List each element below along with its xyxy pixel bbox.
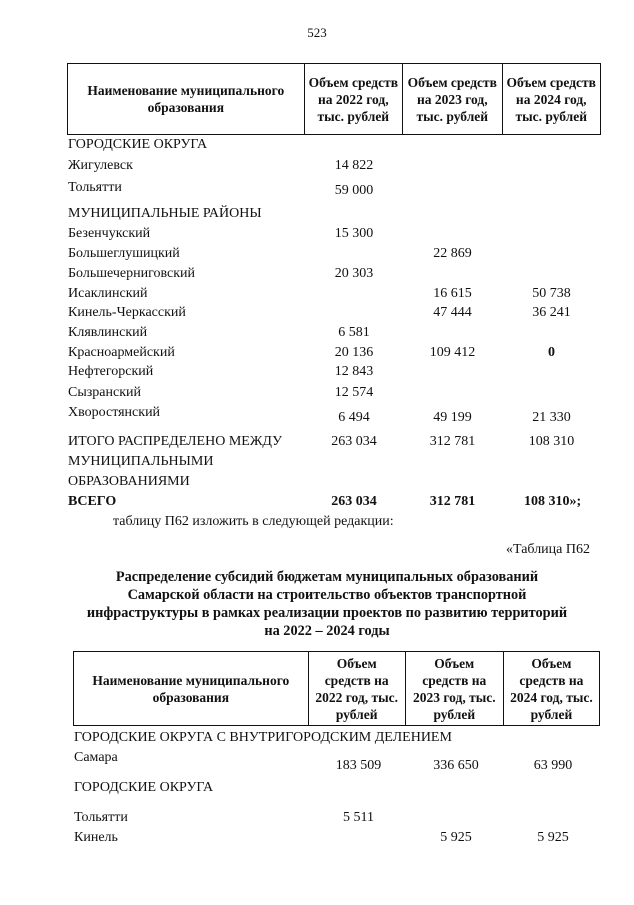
value-2022: 15 300	[334, 226, 374, 241]
municipality-name: Красноармейский	[68, 345, 175, 360]
value-2023: 47 444	[433, 305, 472, 320]
table-row	[68, 244, 601, 264]
table1-header-2024: Объем средств на 2024 год, тыс. рублей	[502, 64, 601, 135]
municipality-name: Нефтегорский	[68, 364, 154, 379]
table-row	[74, 828, 600, 848]
table-row	[68, 264, 601, 284]
value-2022: 5 511	[343, 810, 374, 825]
value-2024: 0	[548, 345, 555, 360]
value-2023: 312 781	[429, 434, 476, 449]
municipality-name: Жигулевск	[68, 158, 133, 173]
value-2022: 12 574	[334, 385, 374, 400]
section-title: ГОРОДСКИЕ ОКРУГА	[68, 137, 208, 152]
municipality-name: Сызранский	[68, 385, 141, 400]
distributed-label: МУНИЦИПАЛЬНЫМИ	[68, 454, 214, 469]
value-2024: 108 310	[528, 434, 575, 449]
value-2024: 36 241	[532, 305, 571, 320]
value-2023: 312 781	[429, 494, 476, 509]
value-2022: 14 822	[334, 158, 374, 173]
table-row	[68, 178, 601, 198]
table2-header	[73, 651, 600, 726]
grand-total-row	[68, 492, 601, 512]
value-2022: 20 136	[334, 345, 374, 360]
table-row	[74, 808, 600, 828]
value-2024: 21 330	[532, 410, 571, 425]
distributed-total-row	[68, 432, 601, 452]
municipality-name: Тольятти	[68, 180, 122, 195]
table-caption: Распределение субсидий бюджетам муниципальных образований Самарской области на строительство объектов транспортной инфраструктуры в рамках реализации проектов по развитию территорий на 2022 – 2024 годы	[86, 569, 568, 639]
table-row	[68, 343, 601, 363]
page-number: 523	[307, 25, 327, 40]
table-label: «Таблица П62	[506, 542, 590, 557]
value-2022: 20 303	[334, 266, 374, 281]
value-2022: 6 494	[338, 410, 370, 425]
value-2022: 263 034	[331, 494, 377, 509]
section-title: МУНИЦИПАЛЬНЫЕ РАЙОНЫ	[68, 206, 262, 221]
table-row	[68, 284, 601, 304]
table-row	[68, 323, 601, 343]
value-2024: 5 925	[537, 830, 569, 845]
table-row	[68, 403, 601, 423]
table-row	[68, 224, 601, 244]
total-label: ВСЕГО	[68, 494, 117, 509]
section-title: ГОРОДСКИЕ ОКРУГА	[74, 780, 214, 795]
municipality-name: Безенчукский	[68, 226, 151, 241]
distributed-label: ОБРАЗОВАНИЯМИ	[68, 474, 190, 489]
instruction-text: таблицу П62 изложить в следующей редакции:	[113, 514, 394, 529]
municipality-name: Кинель-Черкасский	[68, 305, 186, 320]
value-2024: 50 738	[532, 286, 571, 301]
table1-header-name: Наименование муниципального образования	[68, 64, 305, 135]
value-2023: 16 615	[433, 286, 472, 301]
table1-header-2022: Объем средств на 2022 год, тыс. рублей	[304, 64, 402, 135]
value-2022: 12 843	[334, 364, 374, 379]
value-2024: 108 310»;	[524, 494, 582, 509]
value-2022: 183 509	[335, 758, 382, 773]
municipality-name: Хворостянский	[68, 405, 161, 420]
municipality-name: Большечерниговский	[68, 266, 196, 281]
value-2023: 336 650	[433, 758, 479, 773]
value-2023: 5 925	[440, 830, 472, 845]
municipality-name: Большеглушицкий	[68, 246, 180, 261]
value-2023: 49 199	[433, 410, 472, 425]
table2-header-2022: Объем средств на 2022 год, тыс. рублей	[308, 652, 405, 726]
section-title: ГОРОДСКИЕ ОКРУГА С ВНУТРИГОРОДСКИМ ДЕЛЕНИЕМ	[74, 730, 452, 745]
table1-header-2023: Объем средств на 2023 год, тыс. рублей	[403, 64, 502, 135]
table-row	[68, 362, 601, 382]
municipality-name: Клявлинский	[68, 325, 148, 340]
distributed-label: ИТОГО РАСПРЕДЕЛЕНО МЕЖДУ	[68, 434, 282, 449]
municipality-name: Кинель	[74, 830, 118, 845]
value-2022: 263 034	[331, 434, 377, 449]
municipality-name: Самара	[74, 750, 118, 765]
value-2022: 6 581	[338, 325, 370, 340]
table-row	[68, 156, 601, 176]
table2-header-name: Наименование муниципального образования	[74, 652, 309, 726]
municipality-name: Исаклинский	[68, 286, 148, 301]
municipality-name: Тольятти	[74, 810, 128, 825]
table2-header-2024: Объем средств на 2024 год, тыс. рублей	[503, 652, 599, 726]
value-2024: 63 990	[533, 758, 573, 773]
value-2023: 22 869	[433, 246, 472, 261]
table-row	[74, 748, 600, 773]
table1-header	[67, 63, 601, 135]
value-2023: 109 412	[429, 345, 476, 360]
value-2022: 59 000	[334, 183, 374, 198]
table-row	[68, 383, 601, 403]
table-row	[68, 303, 601, 323]
table2-header-2023: Объем средств на 2023 год, тыс. рублей	[405, 652, 503, 726]
